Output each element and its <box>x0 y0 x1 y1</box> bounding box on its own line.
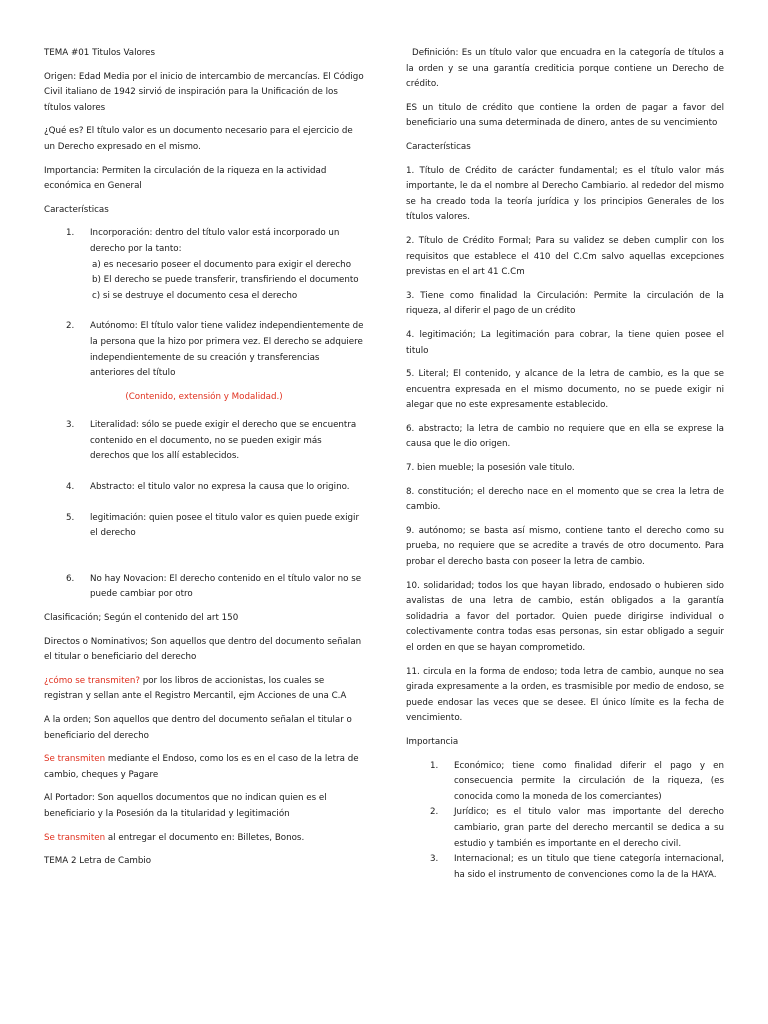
list-item: 7. bien mueble; la posesión vale titulo. <box>406 463 575 474</box>
importancia-heading: Importancia <box>406 736 459 747</box>
list-item: 6. abstracto; la letra de cambio no requiere que en ella se exprese la causa que le dio origen. <box>406 423 724 450</box>
es-un-paragraph: ES un titulo de crédito que contiene la orden de pagar a favor del beneficiario una suma determinada de dinero, antes de su vencimiento <box>406 102 724 129</box>
list-item: 2. Jurídico; es el titulo valor mas importante del derecho cambiario, gran parte del derecho mercantil se dedica a su estudio y también es importante en el derecho civil. <box>430 807 724 849</box>
se-transmiten-entrega-paragraph: Se transmiten al entregar el documento en: Billetes, Bonos. <box>44 832 305 843</box>
list-item: 9. autónomo; se basta así mismo, contiene tanto el derecho como su prueba, no requiere que se acredite a través de otro documento. Para probar el derecho basta con poseer la letra de cambio. <box>406 525 724 568</box>
origen-paragraph: Origen: Edad Media por el inicio de intercambio de mercancías. El Código Civil italiano de 1942 sirvió de inspiración para la Unificación de los títulos valores <box>44 71 364 113</box>
como-transmiten-red: ¿cómo se transmiten? <box>44 675 140 686</box>
list-item: 2. Autónomo: El título valor tiene validez independientemente de la persona que la hizo por primera vez. El derecho se adquiere independientemente de su creación y transferencias anteriores del título <box>66 321 364 379</box>
list-item: 6. No hay Novacion: El derecho contenido en el título valor no se puede cambiar por otro <box>66 573 362 600</box>
list-item: 1. Título de Crédito de carácter fundamental; es el título valor más importante, le da el nombre al Derecho Cambiario. al rededor del mismo se ha creado toda la teoría jurídica y los principios Generales de los títulos valores. <box>406 165 724 223</box>
list-item: 5. Literal; El contenido, y alcance de la letra de cambio, es la que se encuentra expresada en el mismo documento, no se puede exigir ni alegar que no este expresamente establecido. <box>406 369 724 411</box>
a-la-orden-paragraph: A la orden; Son aquellos que dentro del documento señalan el titular o beneficiario del derecho <box>44 715 352 741</box>
list-item: 4. legitimación; La legitimación para cobrar, la tiene quien posee el titulo <box>406 329 724 356</box>
caracteristicas-heading: Características <box>44 204 109 215</box>
al-portador-paragraph: Al Portador: Son aquellos documentos que no indican quien es el beneficiario y la Posesión da la titularidad y legitimación <box>44 793 327 819</box>
contenido-note: (Contenido, extensión y Modalidad.) <box>125 391 283 402</box>
importancia-paragraph: Importancia: Permiten la circulación de la riqueza en la actividad económica en General <box>44 165 327 192</box>
caracteristicas-heading-right: Características <box>406 141 471 152</box>
left-column <box>44 46 364 878</box>
list-item: 11. circula en la forma de endoso; toda letra de cambio, aunque no sea girada expresamente a la orden, es trasmisible por medio de endoso, se puede endosar las veces que se desee. El único límite es la fecha de vencimiento. <box>406 666 724 724</box>
list-item: 3. Literalidad: sólo se puede exigir el derecho que se encuentra contenido en el documento, no se pueden exigir más derechos que los allí establecidos. <box>66 420 357 462</box>
characteristics-list <box>44 226 364 603</box>
importancia-list <box>406 759 724 884</box>
list-item: 4. Abstracto: el titulo valor no expresa la causa que lo origino. <box>66 482 350 493</box>
clasificacion-paragraph: Clasificación; Según el contenido del art 150 <box>44 613 239 624</box>
directos-paragraph: Directos o Nominativos; Son aquellos que dentro del documento señalan el titular o beneficiario del derecho <box>44 636 362 663</box>
list-item: 8. constitución; el derecho nace en el momento que se crea la letra de cambio. <box>406 486 724 513</box>
que-es-paragraph: ¿Qué es? El título valor es un documento necesario para el ejercicio de un Derecho expresado en el mismo. <box>44 126 353 152</box>
list-item: 1. Económico; tiene como finalidad diferir el pago y en consecuencia permite la circulación de la riqueza, (es conocida como la moneda de los comerciantes) <box>430 760 724 802</box>
se-transmiten-endoso-paragraph: Se transmiten mediante el Endoso, como los es en el caso de la letra de cambio, cheques y Pagare <box>44 754 359 780</box>
list-item: 3. Internacional; es un titulo que tiene categoría internacional, ha sido el instrumento de convenciones como la de la HAYA. <box>430 854 724 880</box>
list-item: 1. Incorporación: dentro del título valor está incorporado un derecho por la tanto: a) es necesario poseer el documento para exigir el derecho b) El derecho se puede transferir, transfiriendo el documento c) si se destruye el documento cesa el derecho <box>66 228 359 301</box>
list-item: 10. solidaridad; todos los que hayan librado, endosado o hubieren sido avalistas de una letra de cambio, están obligados a la garantía solidadria a favor del portador. Quien puede dirigirse individual o colectivamente contra todas esas personas, sin estar obligado a seguir el orden en que se hayan comprometido. <box>406 580 724 653</box>
list-item: 3. Tiene como finalidad la Circulación: Permite la circulación de la riqueza, al diferir el pago de un crédito <box>406 290 724 317</box>
list-item: 2. Título de Crédito Formal; Para su validez se deben cumplir con los requisitos que establece el 410 del C.Cm salvo aquellas excepciones previstas en el art 41 C.Cm <box>406 235 724 278</box>
tema1-heading: TEMA #01 Titulos Valores <box>44 48 156 58</box>
list-item: 5. legitimación: quien posee el titulo valor es quien puede exigir el derecho <box>66 512 360 539</box>
definicion-paragraph: Definición: Es un título valor que encuadra en la categoría de títulos a la orden y se una garantía crediticia porque contiene un Derecho de crédito. <box>406 48 724 90</box>
right-column <box>406 46 724 891</box>
como-transmiten-paragraph: ¿cómo se transmiten? por los libros de accionistas, los cuales se registran y sellan ante el Registro Mercantil, ejm Acciones de una C.A <box>44 675 347 702</box>
tema2-heading: TEMA 2 Letra de Cambio <box>44 856 152 867</box>
